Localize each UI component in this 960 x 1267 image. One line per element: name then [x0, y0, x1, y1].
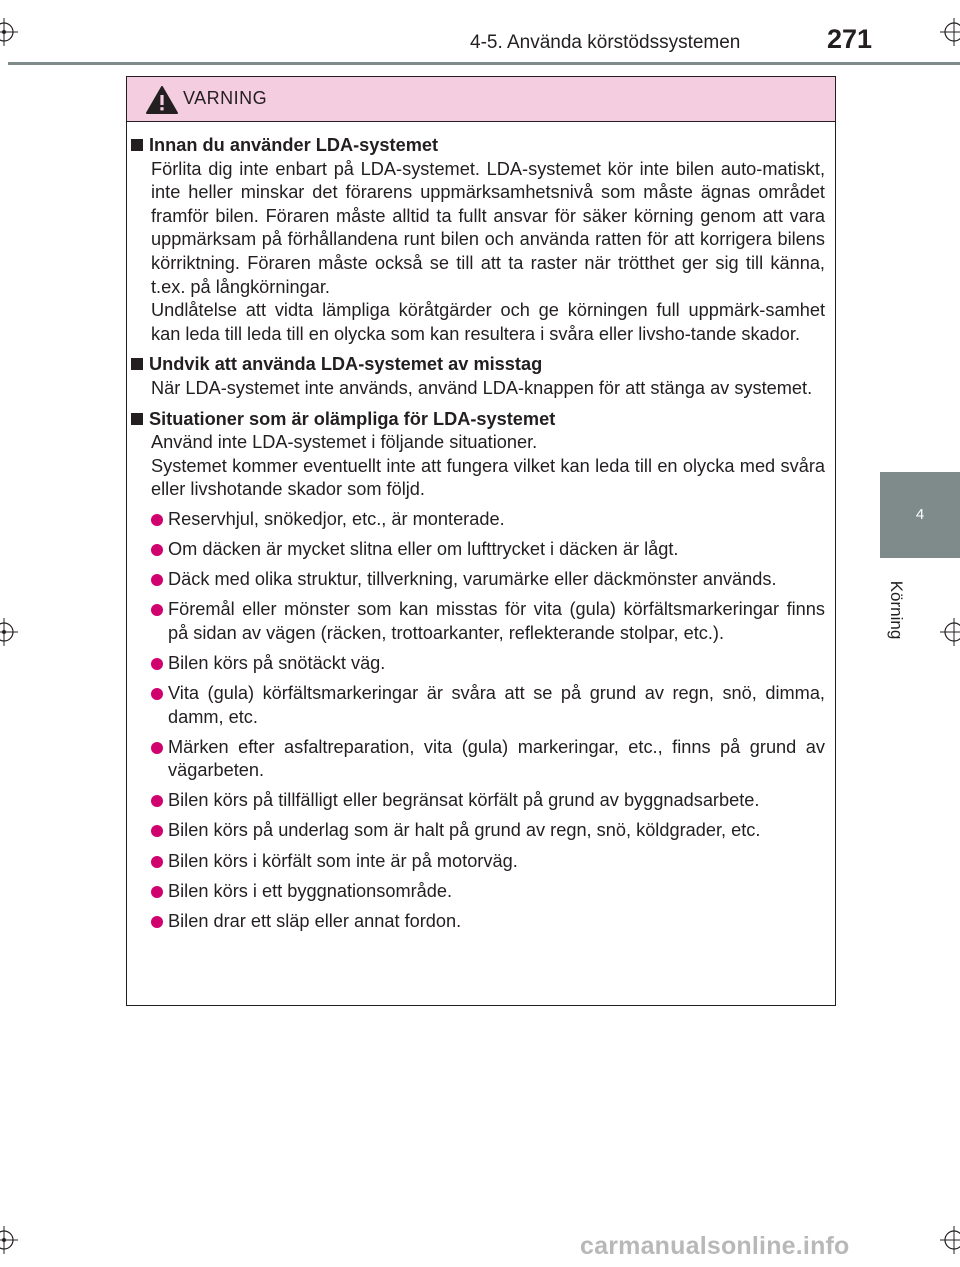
list-item: Bilen körs på tillfälligt eller begränsat körfält på grund av byggnadsarbete. [151, 789, 825, 813]
registration-mark-mid-left [0, 618, 18, 646]
chapter-number: 4 [915, 506, 925, 523]
chapter-tab[interactable] [880, 472, 960, 558]
warning-section [131, 134, 825, 346]
list-item: Bilen drar ett släp eller annat fordon. [151, 910, 825, 934]
bullet-dot-icon [151, 742, 163, 754]
situation-list [131, 508, 825, 933]
section-square-icon [131, 139, 143, 151]
list-item: Föremål eller mönster som kan misstas för vita (gula) körfältsmarkeringar finns på sidan av vägen (räcken, trottoarkanter, reflekterande stolpar, etc.). [151, 598, 825, 645]
section-square-icon [131, 358, 143, 370]
watermark-link[interactable]: carmanualsonline.info [580, 1232, 850, 1260]
section-paragraph: När LDA-systemet inte används, använd LDA-knappen för att stänga av systemet. [151, 377, 813, 398]
warning-section [131, 408, 825, 934]
warning-triangle-icon [145, 85, 179, 115]
list-item: Vita (gula) körfältsmarkeringar är svåra att se på grund av regn, snö, dimma, damm, etc. [151, 682, 825, 729]
header-rule [8, 62, 960, 65]
warning-header [127, 77, 835, 122]
section-paragraph: Undlåtelse att vidta lämpliga köråtgärder och ge körningen full uppmärk-samhet kan leda till leda till en olycka som kan resultera i svåra eller livsho-tande skador. [151, 300, 825, 344]
section-paragraph: Systemet kommer eventuellt inte att fungera vilket kan leda till en olycka med svåra eller livshotande skador som följd. [151, 455, 825, 500]
list-item: Bilen körs på snötäckt väg. [151, 652, 825, 676]
registration-mark-top-right [940, 18, 960, 46]
section-title: 4-5. Använda körstödssystemen [470, 32, 741, 53]
list-item: Om däcken är mycket slitna eller om lufttrycket i däcken är lågt. [151, 538, 825, 562]
warning-box [126, 76, 836, 1006]
section-heading: Situationer som är olämpliga för LDA-systemet [149, 408, 556, 429]
warning-body [127, 122, 835, 933]
chapter-label: Körning [887, 580, 906, 640]
section-heading: Innan du använder LDA-systemet [149, 135, 439, 155]
section-paragraph: Förlita dig inte enbart på LDA-systemet. LDA-systemet kör inte bilen auto-matiskt, inte heller minskar det förarens uppmärksamhetsnivå som måste ägnas området framför bilen. Föraren måste alltid ta fullt ansvar för säker körning genom att vara uppmärksam på förhållandena runt bilen och använda ratten för att korrigera bilens körriktning. Föraren måste också se till att ta raster när trötthet ger sig till känna, t.ex. på långkörningar. [151, 158, 825, 297]
page-number: 271 [827, 24, 873, 54]
warning-title: VARNING [183, 88, 268, 108]
list-item: Reservhjul, snökedjor, etc., är monterade. [151, 508, 825, 532]
bullet-dot-icon [151, 825, 163, 837]
section-square-icon [131, 413, 143, 425]
list-item: Bilen körs på underlag som är halt på grund av regn, snö, köldgrader, etc. [151, 819, 825, 843]
bullet-dot-icon [151, 688, 163, 700]
bullet-dot-icon [151, 574, 163, 586]
warning-section [131, 353, 825, 400]
bullet-dot-icon [151, 795, 163, 807]
registration-mark-mid-right [940, 618, 960, 646]
list-item: Bilen körs i körfält som inte är på motorväg. [151, 850, 825, 874]
list-item: Bilen körs i ett byggnationsområde. [151, 880, 825, 904]
bullet-dot-icon [151, 886, 163, 898]
registration-mark-bottom-right [940, 1226, 960, 1254]
bullet-dot-icon [151, 856, 163, 868]
bullet-dot-icon [151, 544, 163, 556]
registration-mark-top-left [0, 18, 18, 46]
list-item: Däck med olika struktur, tillverkning, varumärke eller däckmönster används. [151, 568, 825, 592]
section-paragraph: Använd inte LDA-systemet i följande situationer. [151, 432, 538, 453]
bullet-dot-icon [151, 514, 163, 526]
bullet-dot-icon [151, 658, 163, 670]
section-heading: Undvik att använda LDA-systemet av misstag [149, 354, 543, 375]
registration-mark-bottom-left [0, 1226, 18, 1254]
bullet-dot-icon [151, 604, 163, 616]
bullet-dot-icon [151, 916, 163, 928]
list-item: Märken efter asfaltreparation, vita (gula) markeringar, etc., finns på grund av vägarbeten. [151, 736, 825, 783]
